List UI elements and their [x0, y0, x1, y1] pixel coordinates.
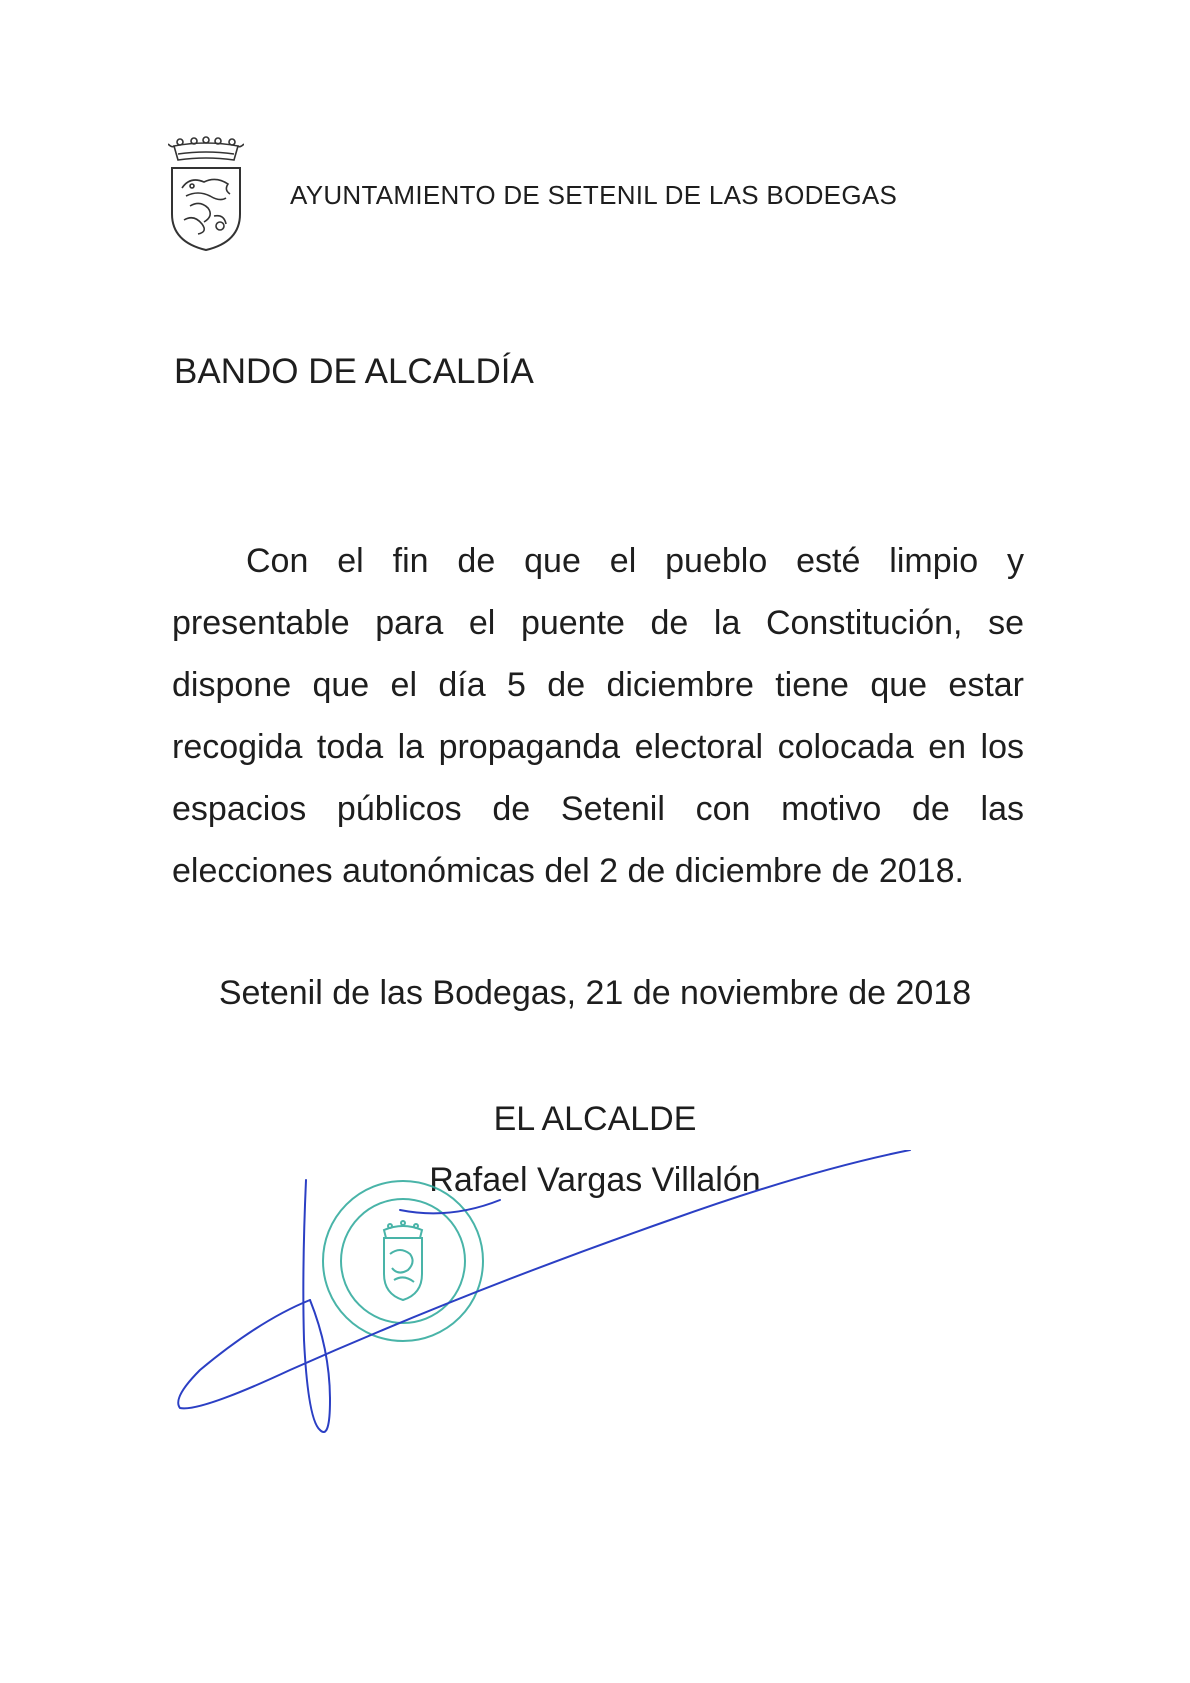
signer-role: EL ALCALDE [493, 1100, 697, 1138]
body-paragraph: Con el fin de que el pueblo esté limpio y presentable para el puente de la Constitución, se dispone que el día 5 de diciembre tiene que estar recogida toda la propaganda electoral colocada en los espacios públicos de Setenil con motivo de las elecciones autonómicas del 2 de diciembre de 2018. [172, 542, 1024, 890]
signer-name: Rafael Vargas Villalón [429, 1161, 761, 1199]
organization-name: AYUNTAMIENTO DE SETENIL DE LAS BODEGAS [290, 180, 898, 210]
document-title: BANDO DE ALCALDÍA [174, 352, 534, 391]
handwritten-signature [170, 1150, 930, 1450]
place-date: Setenil de las Bodegas, 21 de noviembre de 2018 [218, 974, 972, 1012]
coat-of-arms-icon [168, 136, 244, 252]
